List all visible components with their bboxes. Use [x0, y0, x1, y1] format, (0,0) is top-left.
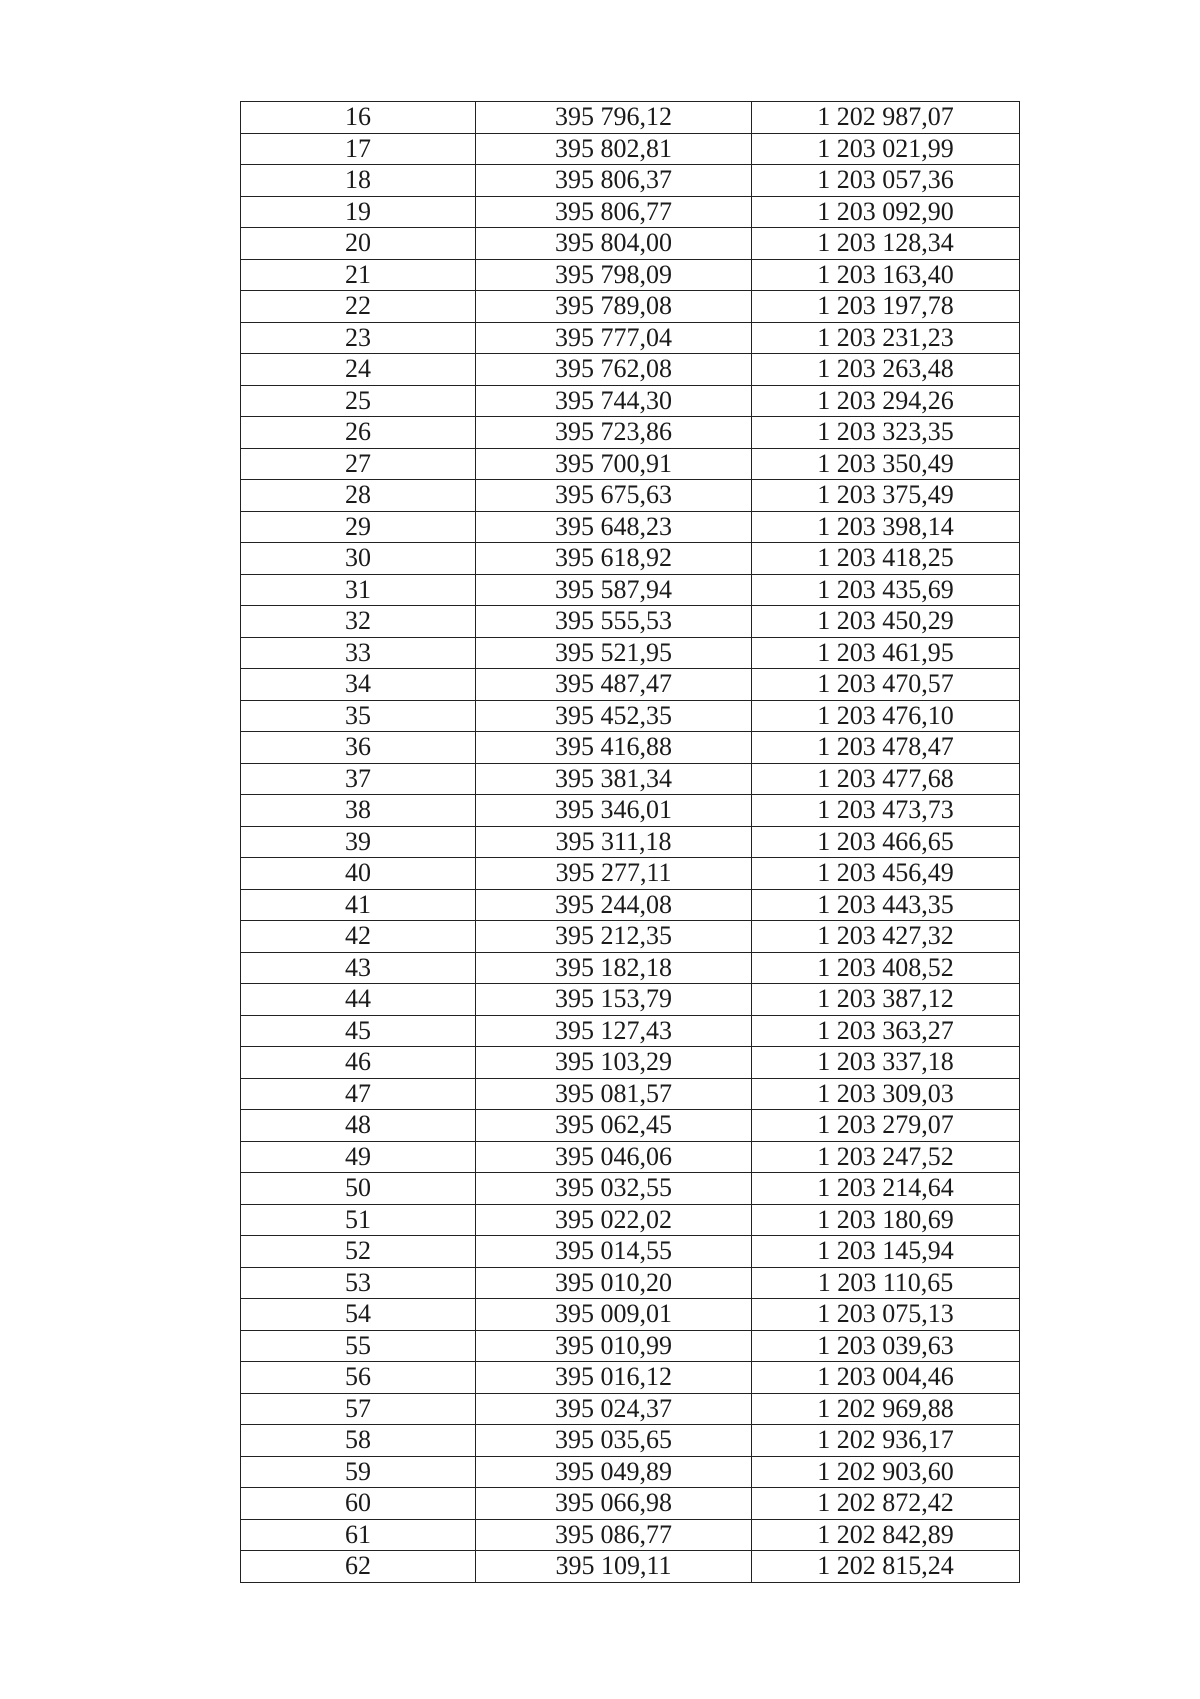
coordinates-table	[240, 101, 1020, 1583]
x-coordinate-cell: 395 046,06	[476, 1141, 752, 1173]
y-coordinate-cell: 1 203 375,49	[752, 480, 1020, 512]
table-row	[241, 952, 1020, 984]
point-number-cell: 31	[241, 574, 476, 606]
point-number-cell: 32	[241, 606, 476, 638]
y-coordinate-cell: 1 203 350,49	[752, 448, 1020, 480]
table-row	[241, 102, 1020, 134]
x-coordinate-cell: 395 796,12	[476, 102, 752, 134]
x-coordinate-cell: 395 416,88	[476, 732, 752, 764]
y-coordinate-cell: 1 203 294,26	[752, 385, 1020, 417]
table-row	[241, 1456, 1020, 1488]
y-coordinate-cell: 1 203 466,65	[752, 826, 1020, 858]
x-coordinate-cell: 395 777,04	[476, 322, 752, 354]
point-number-cell: 55	[241, 1330, 476, 1362]
point-number-cell: 18	[241, 165, 476, 197]
point-number-cell: 62	[241, 1551, 476, 1583]
x-coordinate-cell: 395 016,12	[476, 1362, 752, 1394]
x-coordinate-cell: 395 381,34	[476, 763, 752, 795]
x-coordinate-cell: 395 127,43	[476, 1015, 752, 1047]
point-number-cell: 42	[241, 921, 476, 953]
table-row	[241, 1047, 1020, 1079]
y-coordinate-cell: 1 203 057,36	[752, 165, 1020, 197]
x-coordinate-cell: 395 153,79	[476, 984, 752, 1016]
x-coordinate-cell: 395 487,47	[476, 669, 752, 701]
y-coordinate-cell: 1 202 815,24	[752, 1551, 1020, 1583]
table-row	[241, 543, 1020, 575]
table-row	[241, 1173, 1020, 1205]
x-coordinate-cell: 395 035,65	[476, 1425, 752, 1457]
y-coordinate-cell: 1 203 279,07	[752, 1110, 1020, 1142]
x-coordinate-cell: 395 798,09	[476, 259, 752, 291]
table-row	[241, 259, 1020, 291]
table-row	[241, 795, 1020, 827]
table-row	[241, 826, 1020, 858]
point-number-cell: 29	[241, 511, 476, 543]
x-coordinate-cell: 395 675,63	[476, 480, 752, 512]
table-row	[241, 1078, 1020, 1110]
y-coordinate-cell: 1 203 418,25	[752, 543, 1020, 575]
table-row	[241, 1362, 1020, 1394]
table-row	[241, 1519, 1020, 1551]
y-coordinate-cell: 1 203 477,68	[752, 763, 1020, 795]
table-row	[241, 1204, 1020, 1236]
y-coordinate-cell: 1 203 450,29	[752, 606, 1020, 638]
x-coordinate-cell: 395 648,23	[476, 511, 752, 543]
table-row	[241, 921, 1020, 953]
point-number-cell: 43	[241, 952, 476, 984]
table-row	[241, 669, 1020, 701]
table-row	[241, 354, 1020, 386]
y-coordinate-cell: 1 203 470,57	[752, 669, 1020, 701]
point-number-cell: 35	[241, 700, 476, 732]
y-coordinate-cell: 1 203 231,23	[752, 322, 1020, 354]
x-coordinate-cell: 395 212,35	[476, 921, 752, 953]
y-coordinate-cell: 1 203 323,35	[752, 417, 1020, 449]
y-coordinate-cell: 1 203 387,12	[752, 984, 1020, 1016]
y-coordinate-cell: 1 203 337,18	[752, 1047, 1020, 1079]
x-coordinate-cell: 395 022,02	[476, 1204, 752, 1236]
point-number-cell: 61	[241, 1519, 476, 1551]
table-row	[241, 1299, 1020, 1331]
point-number-cell: 44	[241, 984, 476, 1016]
x-coordinate-cell: 395 452,35	[476, 700, 752, 732]
point-number-cell: 16	[241, 102, 476, 134]
point-number-cell: 48	[241, 1110, 476, 1142]
point-number-cell: 30	[241, 543, 476, 575]
table-row	[241, 196, 1020, 228]
point-number-cell: 26	[241, 417, 476, 449]
table-row	[241, 1236, 1020, 1268]
y-coordinate-cell: 1 203 443,35	[752, 889, 1020, 921]
table-row	[241, 984, 1020, 1016]
point-number-cell: 37	[241, 763, 476, 795]
y-coordinate-cell: 1 203 092,90	[752, 196, 1020, 228]
x-coordinate-cell: 395 618,92	[476, 543, 752, 575]
table-row	[241, 1267, 1020, 1299]
x-coordinate-cell: 395 806,37	[476, 165, 752, 197]
x-coordinate-cell: 395 802,81	[476, 133, 752, 165]
x-coordinate-cell: 395 311,18	[476, 826, 752, 858]
table-row	[241, 637, 1020, 669]
point-number-cell: 50	[241, 1173, 476, 1205]
point-number-cell: 46	[241, 1047, 476, 1079]
y-coordinate-cell: 1 203 478,47	[752, 732, 1020, 764]
y-coordinate-cell: 1 203 180,69	[752, 1204, 1020, 1236]
x-coordinate-cell: 395 762,08	[476, 354, 752, 386]
y-coordinate-cell: 1 202 969,88	[752, 1393, 1020, 1425]
x-coordinate-cell: 395 700,91	[476, 448, 752, 480]
y-coordinate-cell: 1 203 128,34	[752, 228, 1020, 260]
point-number-cell: 40	[241, 858, 476, 890]
x-coordinate-cell: 395 062,45	[476, 1110, 752, 1142]
y-coordinate-cell: 1 203 247,52	[752, 1141, 1020, 1173]
x-coordinate-cell: 395 789,08	[476, 291, 752, 323]
x-coordinate-cell: 395 744,30	[476, 385, 752, 417]
y-coordinate-cell: 1 203 263,48	[752, 354, 1020, 386]
x-coordinate-cell: 395 277,11	[476, 858, 752, 890]
table-row	[241, 228, 1020, 260]
y-coordinate-cell: 1 202 936,17	[752, 1425, 1020, 1457]
x-coordinate-cell: 395 244,08	[476, 889, 752, 921]
point-number-cell: 28	[241, 480, 476, 512]
table-row	[241, 606, 1020, 638]
point-number-cell: 19	[241, 196, 476, 228]
y-coordinate-cell: 1 202 842,89	[752, 1519, 1020, 1551]
point-number-cell: 56	[241, 1362, 476, 1394]
table-row	[241, 385, 1020, 417]
y-coordinate-cell: 1 203 110,65	[752, 1267, 1020, 1299]
x-coordinate-cell: 395 587,94	[476, 574, 752, 606]
y-coordinate-cell: 1 203 476,10	[752, 700, 1020, 732]
x-coordinate-cell: 395 103,29	[476, 1047, 752, 1079]
y-coordinate-cell: 1 203 456,49	[752, 858, 1020, 890]
y-coordinate-cell: 1 202 872,42	[752, 1488, 1020, 1520]
point-number-cell: 27	[241, 448, 476, 480]
point-number-cell: 53	[241, 1267, 476, 1299]
x-coordinate-cell: 395 806,77	[476, 196, 752, 228]
table-row	[241, 1141, 1020, 1173]
x-coordinate-cell: 395 081,57	[476, 1078, 752, 1110]
table-row	[241, 1330, 1020, 1362]
point-number-cell: 20	[241, 228, 476, 260]
x-coordinate-cell: 395 555,53	[476, 606, 752, 638]
point-number-cell: 33	[241, 637, 476, 669]
x-coordinate-cell: 395 723,86	[476, 417, 752, 449]
table-row	[241, 1488, 1020, 1520]
table-row	[241, 858, 1020, 890]
point-number-cell: 57	[241, 1393, 476, 1425]
y-coordinate-cell: 1 203 473,73	[752, 795, 1020, 827]
point-number-cell: 24	[241, 354, 476, 386]
point-number-cell: 47	[241, 1078, 476, 1110]
point-number-cell: 21	[241, 259, 476, 291]
point-number-cell: 39	[241, 826, 476, 858]
table-row	[241, 165, 1020, 197]
table-row	[241, 1110, 1020, 1142]
y-coordinate-cell: 1 203 309,03	[752, 1078, 1020, 1110]
point-number-cell: 36	[241, 732, 476, 764]
point-number-cell: 25	[241, 385, 476, 417]
y-coordinate-cell: 1 203 075,13	[752, 1299, 1020, 1331]
y-coordinate-cell: 1 203 145,94	[752, 1236, 1020, 1268]
point-number-cell: 51	[241, 1204, 476, 1236]
y-coordinate-cell: 1 202 987,07	[752, 102, 1020, 134]
x-coordinate-cell: 395 346,01	[476, 795, 752, 827]
x-coordinate-cell: 395 066,98	[476, 1488, 752, 1520]
table-row	[241, 480, 1020, 512]
table-row	[241, 700, 1020, 732]
table-row	[241, 574, 1020, 606]
y-coordinate-cell: 1 203 398,14	[752, 511, 1020, 543]
x-coordinate-cell: 395 521,95	[476, 637, 752, 669]
x-coordinate-cell: 395 086,77	[476, 1519, 752, 1551]
table-row	[241, 133, 1020, 165]
x-coordinate-cell: 395 182,18	[476, 952, 752, 984]
table-row	[241, 763, 1020, 795]
table-row	[241, 448, 1020, 480]
x-coordinate-cell: 395 032,55	[476, 1173, 752, 1205]
y-coordinate-cell: 1 203 021,99	[752, 133, 1020, 165]
point-number-cell: 58	[241, 1425, 476, 1457]
x-coordinate-cell: 395 049,89	[476, 1456, 752, 1488]
point-number-cell: 60	[241, 1488, 476, 1520]
y-coordinate-cell: 1 203 004,46	[752, 1362, 1020, 1394]
table-row	[241, 1425, 1020, 1457]
table-row	[241, 732, 1020, 764]
y-coordinate-cell: 1 203 197,78	[752, 291, 1020, 323]
y-coordinate-cell: 1 202 903,60	[752, 1456, 1020, 1488]
point-number-cell: 34	[241, 669, 476, 701]
table-row	[241, 1551, 1020, 1583]
point-number-cell: 49	[241, 1141, 476, 1173]
x-coordinate-cell: 395 804,00	[476, 228, 752, 260]
x-coordinate-cell: 395 109,11	[476, 1551, 752, 1583]
point-number-cell: 38	[241, 795, 476, 827]
x-coordinate-cell: 395 009,01	[476, 1299, 752, 1331]
y-coordinate-cell: 1 203 408,52	[752, 952, 1020, 984]
point-number-cell: 22	[241, 291, 476, 323]
x-coordinate-cell: 395 010,99	[476, 1330, 752, 1362]
y-coordinate-cell: 1 203 163,40	[752, 259, 1020, 291]
x-coordinate-cell: 395 010,20	[476, 1267, 752, 1299]
coordinates-table-body	[241, 102, 1020, 1583]
point-number-cell: 23	[241, 322, 476, 354]
y-coordinate-cell: 1 203 214,64	[752, 1173, 1020, 1205]
x-coordinate-cell: 395 024,37	[476, 1393, 752, 1425]
table-row	[241, 417, 1020, 449]
table-row	[241, 1015, 1020, 1047]
point-number-cell: 45	[241, 1015, 476, 1047]
x-coordinate-cell: 395 014,55	[476, 1236, 752, 1268]
table-row	[241, 511, 1020, 543]
table-row	[241, 1393, 1020, 1425]
y-coordinate-cell: 1 203 039,63	[752, 1330, 1020, 1362]
table-row	[241, 322, 1020, 354]
point-number-cell: 59	[241, 1456, 476, 1488]
y-coordinate-cell: 1 203 427,32	[752, 921, 1020, 953]
point-number-cell: 41	[241, 889, 476, 921]
point-number-cell: 17	[241, 133, 476, 165]
table-row	[241, 291, 1020, 323]
y-coordinate-cell: 1 203 461,95	[752, 637, 1020, 669]
y-coordinate-cell: 1 203 435,69	[752, 574, 1020, 606]
y-coordinate-cell: 1 203 363,27	[752, 1015, 1020, 1047]
table-row	[241, 889, 1020, 921]
point-number-cell: 54	[241, 1299, 476, 1331]
point-number-cell: 52	[241, 1236, 476, 1268]
